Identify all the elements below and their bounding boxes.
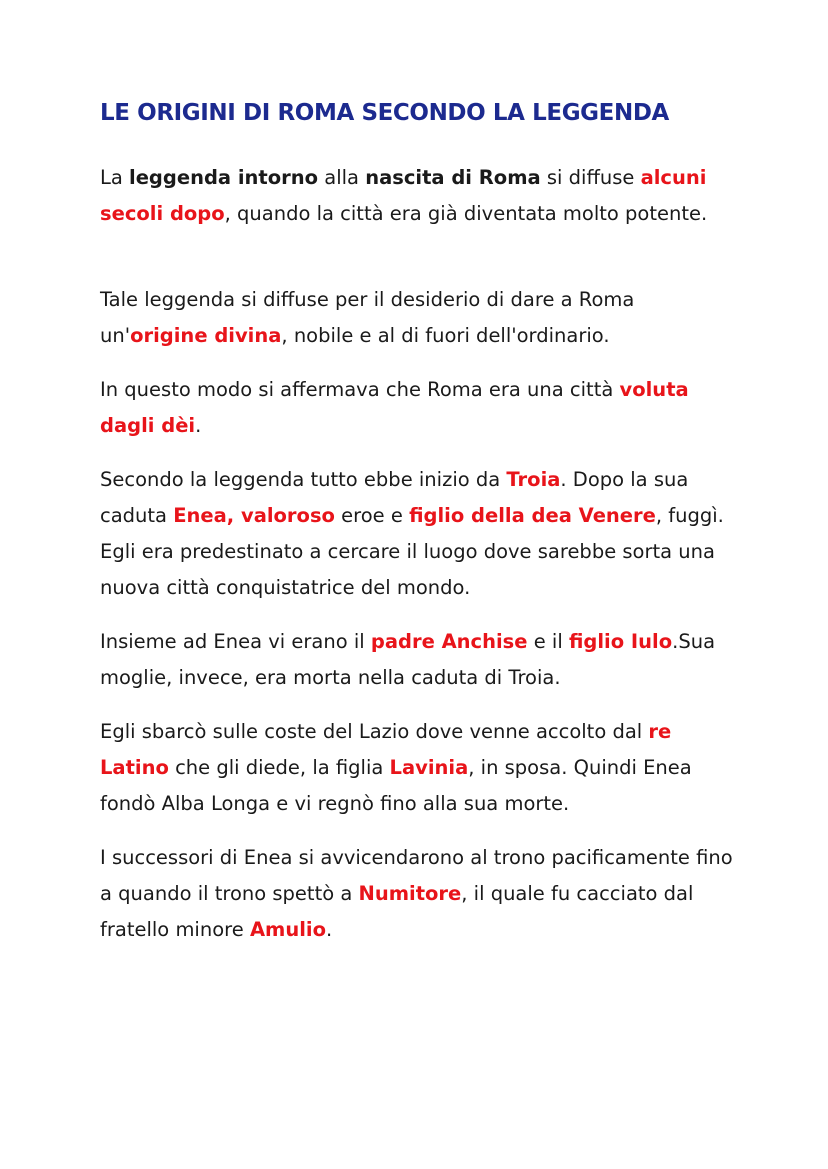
text: alla: [318, 165, 366, 189]
paragraph-successors: [100, 840, 740, 948]
highlight-text: Amulio: [249, 917, 326, 941]
highlight-text: Lavinia: [389, 755, 469, 779]
paragraph-origins-intro: [100, 160, 740, 232]
text: , quando la città era già diventata molto potente.: [224, 201, 708, 225]
bold-text: leggenda intorno: [129, 165, 319, 189]
paragraph-divine-origin: [100, 282, 740, 354]
text: che gli diede, la figlia: [168, 755, 390, 779]
text: , in sposa. Quindi Enea fondò Alba Longa e vi regnò fino alla sua morte.: [100, 755, 692, 815]
paragraph-enea-family: [100, 624, 740, 696]
highlight-text: voluta dagli dèi: [100, 377, 689, 437]
highlight-text: alcuni secoli dopo: [100, 165, 707, 225]
highlight-text: Numitore: [358, 881, 462, 905]
highlight-text: origine divina: [130, 323, 282, 347]
highlight-text: padre Anchise: [370, 629, 528, 653]
highlight-text: re Latino: [100, 719, 672, 779]
page-title: LE ORIGINI DI ROMA SECONDO LA LEGGENDA: [100, 100, 669, 126]
bold-text: nascita di Roma: [365, 165, 541, 189]
highlight-text: figlio della dea Venere: [409, 503, 656, 527]
text: , fuggì. Egli era predestinato a cercare il luogo dove sarebbe sorta una nuova città conquistatrice del mondo.: [100, 503, 724, 599]
paragraph-gods-will: [100, 372, 740, 444]
text: . Dopo la sua caduta: [100, 467, 689, 527]
text: Tale leggenda si diffuse per il desiderio di dare a Roma un': [100, 287, 635, 347]
paragraph-lazio: [100, 714, 740, 822]
text: e il: [527, 629, 569, 653]
text: .Sua moglie, invece, era morta nella caduta di Troia.: [100, 629, 716, 689]
text: I successori di Enea si avvicendarono al trono pacificamente fino a quando il trono spettò a: [100, 845, 733, 905]
paragraph-troy-enea: [100, 462, 740, 606]
text: In questo modo si affermava che Roma era una città: [100, 377, 620, 401]
text: Insieme ad Enea vi erano il: [100, 629, 371, 653]
text: si diffuse: [540, 165, 641, 189]
text: Secondo la leggenda tutto ebbe inizio da: [100, 467, 507, 491]
highlight-text: figlio Iulo: [568, 629, 673, 653]
text: La: [100, 165, 130, 189]
document-page: [100, 100, 740, 948]
text: eroe e: [334, 503, 410, 527]
highlight-text: Troia: [506, 467, 561, 491]
text: , il quale fu cacciato dal fratello minore: [100, 881, 694, 941]
text: .: [326, 917, 333, 941]
text: Egli sbarcò sulle coste del Lazio dove venne accolto dal: [100, 719, 649, 743]
highlight-text: Enea, valoroso: [173, 503, 335, 527]
text: , nobile e al di fuori dell'ordinario.: [281, 323, 610, 347]
text: .: [195, 413, 202, 437]
